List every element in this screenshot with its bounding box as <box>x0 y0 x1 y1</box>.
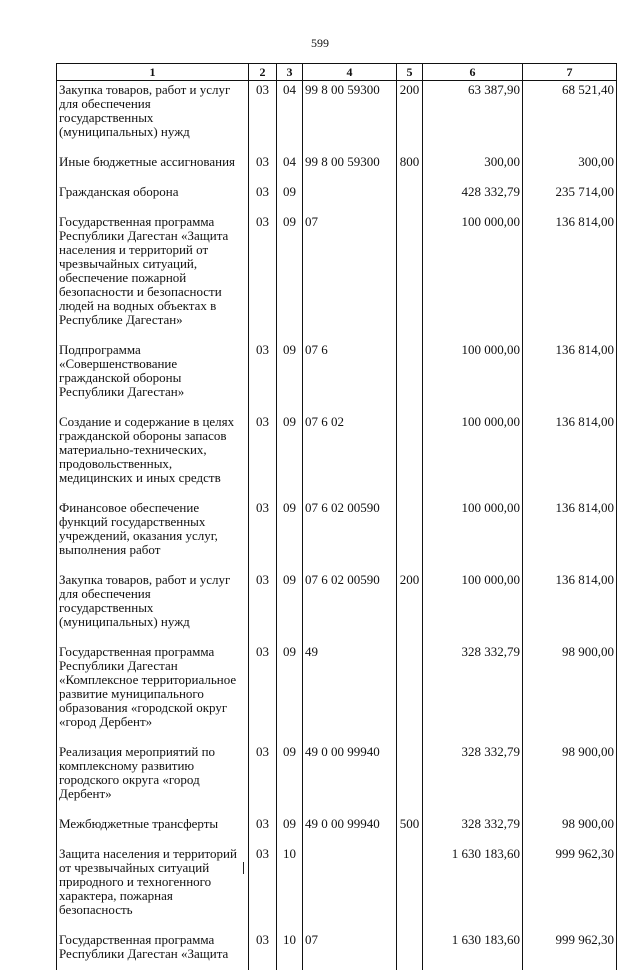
table-row <box>57 336 617 408</box>
target-article-code: 07 <box>303 926 397 970</box>
subsection-code: 10 <box>277 926 303 970</box>
expense-type-code <box>397 738 423 810</box>
section-code: 03 <box>249 336 277 408</box>
section-code: 03 <box>249 810 277 840</box>
row-name: Государственная программа Республики Дагестан «Защита <box>57 926 249 970</box>
target-article-code: 49 0 00 99940 <box>303 810 397 840</box>
header-col-4: 4 <box>303 64 397 81</box>
expense-type-code: 800 <box>397 148 423 178</box>
row-name: Финансовое обеспечение функций государственных учреждений, оказания услуг, выполнения работ <box>57 494 249 566</box>
amount-col-6: 100 000,00 <box>423 408 523 494</box>
target-article-code: 49 <box>303 638 397 738</box>
subsection-code: 09 <box>277 178 303 208</box>
table-row <box>57 208 617 336</box>
subsection-code: 09 <box>277 336 303 408</box>
table-row <box>57 81 617 149</box>
section-code: 03 <box>249 926 277 970</box>
section-code: 03 <box>249 738 277 810</box>
target-article-code: 07 6 02 <box>303 408 397 494</box>
expense-type-code: 500 <box>397 810 423 840</box>
header-col-3: 3 <box>277 64 303 81</box>
amount-col-7: 136 814,00 <box>523 494 617 566</box>
amount-col-6: 328 332,79 <box>423 738 523 810</box>
expense-type-code <box>397 408 423 494</box>
amount-col-7: 98 900,00 <box>523 738 617 810</box>
subsection-code: 10 <box>277 840 303 926</box>
row-name: Закупка товаров, работ и услуг для обеспечения государственных (муниципальных) нужд <box>57 566 249 638</box>
target-article-code: 49 0 00 99940 <box>303 738 397 810</box>
amount-col-7: 68 521,40 <box>523 81 617 149</box>
section-code: 03 <box>249 178 277 208</box>
amount-col-6: 1 630 183,60 <box>423 926 523 970</box>
section-code: 03 <box>249 408 277 494</box>
page-mark <box>243 862 244 874</box>
header-col-2: 2 <box>249 64 277 81</box>
table-body <box>57 81 617 970</box>
target-article-code <box>303 840 397 926</box>
table-row <box>57 926 617 970</box>
row-name: Подпрограмма «Совершенствование гражданской обороны Республики Дагестан» <box>57 336 249 408</box>
budget-table <box>56 63 617 970</box>
row-name: Государственная программа Республики Дагестан «Защита населения и территорий от чрезвычайных ситуаций, обеспечение пожарной безопасности и безопасности людей на водных объектах в Республике Дагестан» <box>57 208 249 336</box>
table-row <box>57 148 617 178</box>
table-row <box>57 566 617 638</box>
amount-col-6: 100 000,00 <box>423 566 523 638</box>
expense-type-code: 200 <box>397 81 423 149</box>
amount-col-7: 136 814,00 <box>523 208 617 336</box>
amount-col-7: 136 814,00 <box>523 566 617 638</box>
header-col-1: 1 <box>57 64 249 81</box>
amount-col-6: 63 387,90 <box>423 81 523 149</box>
subsection-code: 04 <box>277 81 303 149</box>
expense-type-code <box>397 926 423 970</box>
section-code: 03 <box>249 566 277 638</box>
table-row <box>57 738 617 810</box>
row-name: Государственная программа Республики Дагестан «Комплексное территориальное развитие муниципального образования «городской округ «город Дербент» <box>57 638 249 738</box>
header-col-6: 6 <box>423 64 523 81</box>
target-article-code: 99 8 00 59300 <box>303 148 397 178</box>
row-name: Защита населения и территорий от чрезвычайных ситуаций природного и техногенного характера, пожарная безопасность <box>57 840 249 926</box>
row-name: Гражданская оборона <box>57 178 249 208</box>
section-code: 03 <box>249 148 277 178</box>
section-code: 03 <box>249 81 277 149</box>
row-name: Реализация мероприятий по комплексному развитию городского округа «город Дербент» <box>57 738 249 810</box>
amount-col-6: 328 332,79 <box>423 810 523 840</box>
row-name: Межбюджетные трансферты <box>57 810 249 840</box>
section-code: 03 <box>249 638 277 738</box>
target-article-code: 07 <box>303 208 397 336</box>
header-col-5: 5 <box>397 64 423 81</box>
subsection-code: 04 <box>277 148 303 178</box>
subsection-code: 09 <box>277 494 303 566</box>
section-code: 03 <box>249 840 277 926</box>
amount-col-6: 100 000,00 <box>423 494 523 566</box>
subsection-code: 09 <box>277 208 303 336</box>
table-row <box>57 638 617 738</box>
table-row <box>57 810 617 840</box>
amount-col-6: 100 000,00 <box>423 336 523 408</box>
subsection-code: 09 <box>277 810 303 840</box>
subsection-code: 09 <box>277 566 303 638</box>
target-article-code: 07 6 02 00590 <box>303 566 397 638</box>
subsection-code: 09 <box>277 408 303 494</box>
expense-type-code: 200 <box>397 566 423 638</box>
amount-col-6: 1 630 183,60 <box>423 840 523 926</box>
subsection-code: 09 <box>277 738 303 810</box>
page-number: 599 <box>0 36 640 51</box>
expense-type-code <box>397 208 423 336</box>
amount-col-6: 328 332,79 <box>423 638 523 738</box>
section-code: 03 <box>249 208 277 336</box>
expense-type-code <box>397 638 423 738</box>
row-name: Создание и содержание в целях гражданской обороны запасов материально-технических, продовольственных, медицинских и иных средств <box>57 408 249 494</box>
amount-col-6: 300,00 <box>423 148 523 178</box>
target-article-code: 07 6 02 00590 <box>303 494 397 566</box>
header-col-7: 7 <box>523 64 617 81</box>
target-article-code: 07 6 <box>303 336 397 408</box>
subsection-code: 09 <box>277 638 303 738</box>
table-row <box>57 494 617 566</box>
expense-type-code <box>397 178 423 208</box>
table-header-row <box>57 64 617 81</box>
row-name: Иные бюджетные ассигнования <box>57 148 249 178</box>
expense-type-code <box>397 840 423 926</box>
table-row <box>57 178 617 208</box>
amount-col-7: 999 962,30 <box>523 926 617 970</box>
amount-col-7: 235 714,00 <box>523 178 617 208</box>
table-row <box>57 408 617 494</box>
amount-col-7: 300,00 <box>523 148 617 178</box>
expense-type-code <box>397 494 423 566</box>
amount-col-7: 98 900,00 <box>523 810 617 840</box>
row-name: Закупка товаров, работ и услуг для обеспечения государственных (муниципальных) нужд <box>57 81 249 149</box>
expense-type-code <box>397 336 423 408</box>
table-row <box>57 840 617 926</box>
target-article-code <box>303 178 397 208</box>
section-code: 03 <box>249 494 277 566</box>
amount-col-7: 136 814,00 <box>523 336 617 408</box>
amount-col-6: 100 000,00 <box>423 208 523 336</box>
amount-col-7: 999 962,30 <box>523 840 617 926</box>
amount-col-6: 428 332,79 <box>423 178 523 208</box>
target-article-code: 99 8 00 59300 <box>303 81 397 149</box>
amount-col-7: 136 814,00 <box>523 408 617 494</box>
amount-col-7: 98 900,00 <box>523 638 617 738</box>
